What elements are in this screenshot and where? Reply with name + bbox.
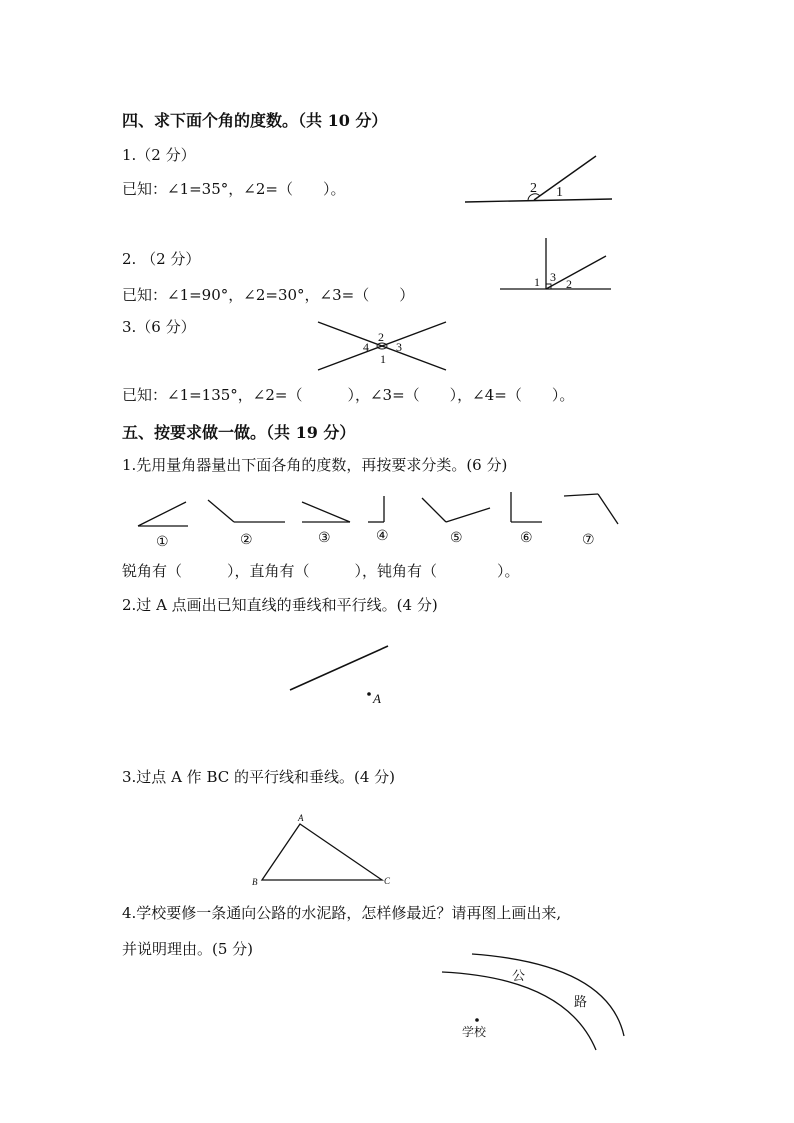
angle-5 [422, 498, 490, 546]
angle-6-label: ⑥ [520, 531, 533, 546]
angle-3-label: ③ [318, 531, 331, 546]
q4-3-figure [314, 316, 450, 376]
school-label: 学校 [462, 1025, 487, 1039]
angle-1-label: 1 [534, 275, 540, 289]
angle-2-label: 2 [378, 330, 384, 344]
q5-4-road-figure [436, 950, 636, 1054]
q5-3-text: 3.过点 A 作 BC 的平行线和垂线。(4 分) [122, 768, 396, 786]
angle-6 [511, 492, 542, 546]
baseline [465, 199, 612, 202]
q4-1-text: 已知：∠1=35°，∠2=（ ）。 [122, 180, 346, 198]
angle-1-label: 1 [380, 352, 386, 366]
q5-4-text-line1: 4.学校要修一条通向公路的水泥路，怎样修最近？请再图上画出来, [122, 904, 562, 922]
q4-3-label: 3.（6 分） [122, 318, 196, 336]
q5-3-triangle-figure [248, 812, 398, 890]
angle-4 [368, 496, 389, 544]
q4-1-figure [462, 150, 622, 208]
school-point [475, 1018, 479, 1022]
q4-2-figure [496, 234, 616, 296]
point-a [367, 692, 371, 696]
section-4-title: 四、求下面个角的度数。（共 10 分） [122, 111, 388, 130]
angle-2 [208, 500, 285, 548]
q4-2-label: 2. （2 分） [122, 250, 201, 268]
angle-2-label: ② [240, 533, 253, 548]
q5-2-figure [284, 640, 404, 712]
q5-1-text: 1.先用量角器量出下面各角的度数，再按要求分类。(6 分) [122, 456, 508, 474]
triangle-abc [262, 824, 382, 880]
angle-7 [564, 494, 618, 548]
angle-3-label: 3 [550, 270, 556, 284]
angle-3 [302, 502, 350, 546]
angle-2-label: 2 [566, 277, 572, 291]
q5-2-text: 2.过 A 点画出已知直线的垂线和平行线。(4 分) [122, 596, 438, 614]
angle-3-label: 3 [396, 340, 402, 354]
section-5-title: 五、按要求做一做。（共 19 分） [122, 423, 356, 442]
q4-3-text: 已知：∠1=135°，∠2=（ ），∠3=（ ），∠4=（ ）。 [122, 386, 575, 404]
road-char-1: 公 [512, 968, 526, 983]
given-line [290, 646, 388, 690]
angle-4-label: ④ [376, 529, 389, 544]
q5-4-text-line2: 并说明理由。(5 分) [122, 940, 254, 958]
vertex-a-label: A [298, 813, 304, 823]
ray [534, 156, 596, 200]
point-a-label: A [373, 691, 381, 706]
vertex-c-label: C [384, 876, 391, 886]
vertex-b-label: B [252, 877, 258, 887]
angle-1-label: ① [156, 535, 169, 550]
angle-7-label: ⑦ [582, 533, 595, 548]
road-char-2: 路 [574, 994, 588, 1009]
q4-1-label: 1.（2 分） [122, 146, 196, 164]
angle-1 [138, 502, 188, 550]
angle-4-label: 4 [363, 340, 369, 354]
q5-1-angles-figure [130, 486, 630, 552]
q5-1-answer-line: 锐角有（ ），直角有（ ），钝角有（ ）。 [122, 562, 520, 580]
q4-2-text: 已知：∠1=90°，∠2=30°，∠3=（ ） [122, 286, 415, 304]
angle-1-label: 1 [556, 185, 563, 200]
angle-5-label: ⑤ [450, 531, 463, 546]
angle-2-label: 2 [530, 181, 537, 196]
road-outer-edge [472, 954, 624, 1036]
